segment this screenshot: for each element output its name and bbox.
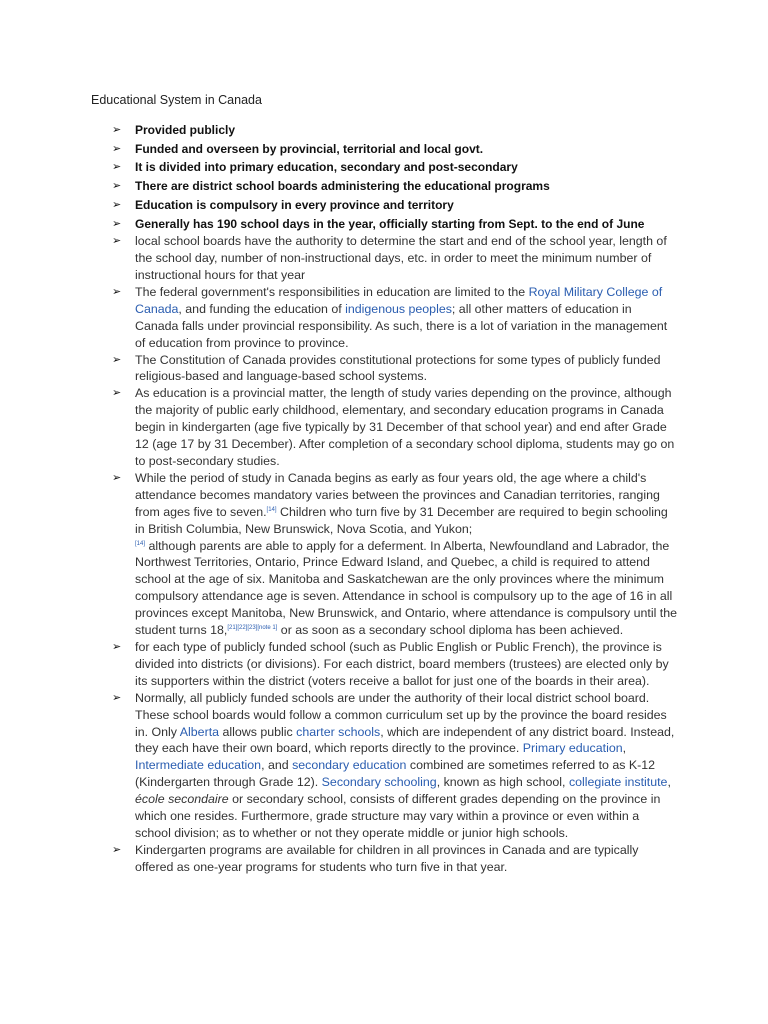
summary-point: Education is compulsory in every province and territory bbox=[135, 197, 454, 212]
paragraph-text: , and funding the education of bbox=[178, 301, 346, 316]
summary-point: It is divided into primary education, secondary and post-secondary bbox=[135, 160, 518, 175]
list-item bbox=[112, 233, 678, 284]
paragraph-text: The federal government's responsibilities in education are limited to the bbox=[135, 284, 529, 299]
link-royal-military-college[interactable]: Royal Military College of Canada bbox=[135, 284, 663, 316]
arrow-bullet-icon: ➢ bbox=[112, 470, 122, 484]
list-item bbox=[112, 177, 678, 196]
paragraph-text: Normally, all publicly funded schools are under the authority of their local district school board. These school boards would follow a common curriculum set up by the province the board resides in. Only bbox=[135, 690, 667, 739]
arrow-bullet-icon: ➢ bbox=[112, 284, 122, 298]
paragraph-text: local school boards have the authority to determine the start and end of the school year, length of the school day, number of non-instructional days, etc. in order to meet the minimum number of instructional hours for that year bbox=[135, 234, 667, 283]
list-item bbox=[112, 842, 678, 876]
arrow-bullet-icon: ➢ bbox=[112, 123, 122, 136]
list-item bbox=[112, 121, 678, 140]
citation-ref[interactable]: [14] bbox=[266, 506, 277, 513]
list-item bbox=[112, 639, 678, 690]
arrow-bullet-icon: ➢ bbox=[112, 197, 122, 211]
link-indigenous-peoples[interactable]: indigenous peoples bbox=[345, 301, 452, 316]
italic-term: école secondaire bbox=[135, 792, 229, 807]
paragraph-text: combined are sometimes referred to as K-12 (Kindergarten through Grade 12). bbox=[135, 758, 656, 790]
paragraph-text: The Constitution of Canada provides constitutional protections for some types of publicly funded religious-based and language-based school systems. bbox=[135, 352, 661, 384]
link-alberta[interactable]: Alberta bbox=[179, 724, 220, 739]
paragraph-text: or secondary school, consists of different grades depending on the province in which one resides. Furthermore, grade structure may vary within a province or even within a school division; as to whether or not they operate middle or junior high schools. bbox=[135, 792, 661, 840]
paragraph-text: although parents are able to apply for a deferment. In Alberta, Newfoundland and Labrador, the Northwest Territories, Ontario, Prince Edward Island, and Quebec, a child is required to attend school at the age of six. Manitoba and Saskatchewan are the only provinces where the minimum compulsory attendance age is seven. Attendance in school is compulsory up to the age of 16 in all provinces except Manitoba, New Brunswick, and Ontario, where attendance is compulsory until the student turns 18, bbox=[135, 538, 678, 638]
arrow-bullet-icon: ➢ bbox=[112, 141, 122, 155]
paragraph-text: While the period of study in Canada begins as early as four years old, the age where a child's attendance becomes mandatory varies between the provinces and Canadian territories, ranging from ages five to seven. bbox=[135, 470, 660, 519]
paragraph-text: , known as high school, bbox=[436, 775, 569, 790]
citation-ref[interactable]: [21][22][23][note 1] bbox=[227, 625, 278, 632]
arrow-bullet-icon: ➢ bbox=[112, 179, 122, 193]
summary-point: Provided publicly bbox=[135, 123, 236, 137]
link-intermediate-education[interactable]: Intermediate education bbox=[135, 758, 262, 773]
summary-point: There are district school boards administering the educational programs bbox=[135, 179, 550, 194]
paragraph-text: ; all other matters of education in Canada falls under provincial responsibility. As such, there is a lot of variation in the management of education from province to province. bbox=[135, 301, 668, 350]
link-collegiate-institute[interactable]: collegiate institute bbox=[568, 775, 668, 790]
paragraph-text: , which are independent of any district board. Instead, they each have their own board, which reports directly to the province. bbox=[135, 724, 675, 756]
paragraph-text: , bbox=[622, 741, 627, 756]
arrow-bullet-icon: ➢ bbox=[112, 842, 122, 856]
link-primary-education[interactable]: Primary education bbox=[522, 741, 623, 756]
summary-point: Funded and overseen by provincial, territorial and local govt. bbox=[135, 141, 484, 156]
paragraph-text: As education is a provincial matter, the length of study varies depending on the province, although the majority of public early childhood, elementary, and secondary education programs in Canada begin in kindergarten (age five typically by 31 December of that school year) and end after Grade 12 (age 17 by 31 December). After completion of a secondary school diploma, students may go on to post-secondary studies. bbox=[135, 386, 675, 468]
link-charter-schools[interactable]: charter schools bbox=[296, 724, 381, 739]
paragraph-text: or as soon as a secondary school diploma has been achieved. bbox=[277, 623, 624, 638]
list-item bbox=[112, 196, 678, 215]
paragraph-text: allows public bbox=[219, 724, 297, 739]
list-item bbox=[112, 690, 678, 842]
list-item bbox=[112, 470, 678, 639]
arrow-bullet-icon: ➢ bbox=[112, 690, 122, 704]
arrow-bullet-icon: ➢ bbox=[112, 234, 122, 248]
arrow-bullet-icon: ➢ bbox=[112, 386, 122, 400]
arrow-bullet-icon: ➢ bbox=[112, 639, 122, 653]
list-item bbox=[112, 385, 678, 470]
list-item bbox=[112, 158, 678, 177]
link-secondary-education[interactable]: secondary education bbox=[292, 758, 407, 773]
list-item bbox=[112, 140, 678, 159]
arrow-bullet-icon: ➢ bbox=[112, 160, 122, 174]
bullet-list bbox=[112, 121, 678, 876]
citation-ref[interactable]: [14] bbox=[135, 540, 146, 547]
paragraph-text: Children who turn five by 31 December are required to begin schooling in British Columbia, New Brunswick, Nova Scotia, and Yukon; bbox=[135, 504, 668, 536]
paragraph-text: , bbox=[667, 775, 671, 790]
document-title: Educational System in Canada bbox=[91, 93, 262, 107]
arrow-bullet-icon: ➢ bbox=[112, 216, 122, 230]
link-secondary-schooling[interactable]: Secondary schooling bbox=[321, 775, 437, 790]
arrow-bullet-icon: ➢ bbox=[112, 352, 122, 366]
summary-point: Generally has 190 school days in the year, officially starting from Sept. to the end of June bbox=[135, 216, 645, 231]
paragraph-text: Kindergarten programs are available for children in all provinces in Canada and are typically offered as one-year programs for students who turn five in that year. bbox=[135, 842, 639, 874]
paragraph-text: for each type of publicly funded school (such as Public English or Public French), the province is divided into districts (or divisions). For each district, board members (trustees) are elected only by its supporters within the district (voters receive a ballot for just one of the boards in their area). bbox=[135, 639, 669, 688]
list-item bbox=[112, 284, 678, 352]
list-item bbox=[112, 352, 678, 386]
paragraph-text: , and bbox=[261, 758, 293, 773]
list-item bbox=[112, 215, 678, 234]
